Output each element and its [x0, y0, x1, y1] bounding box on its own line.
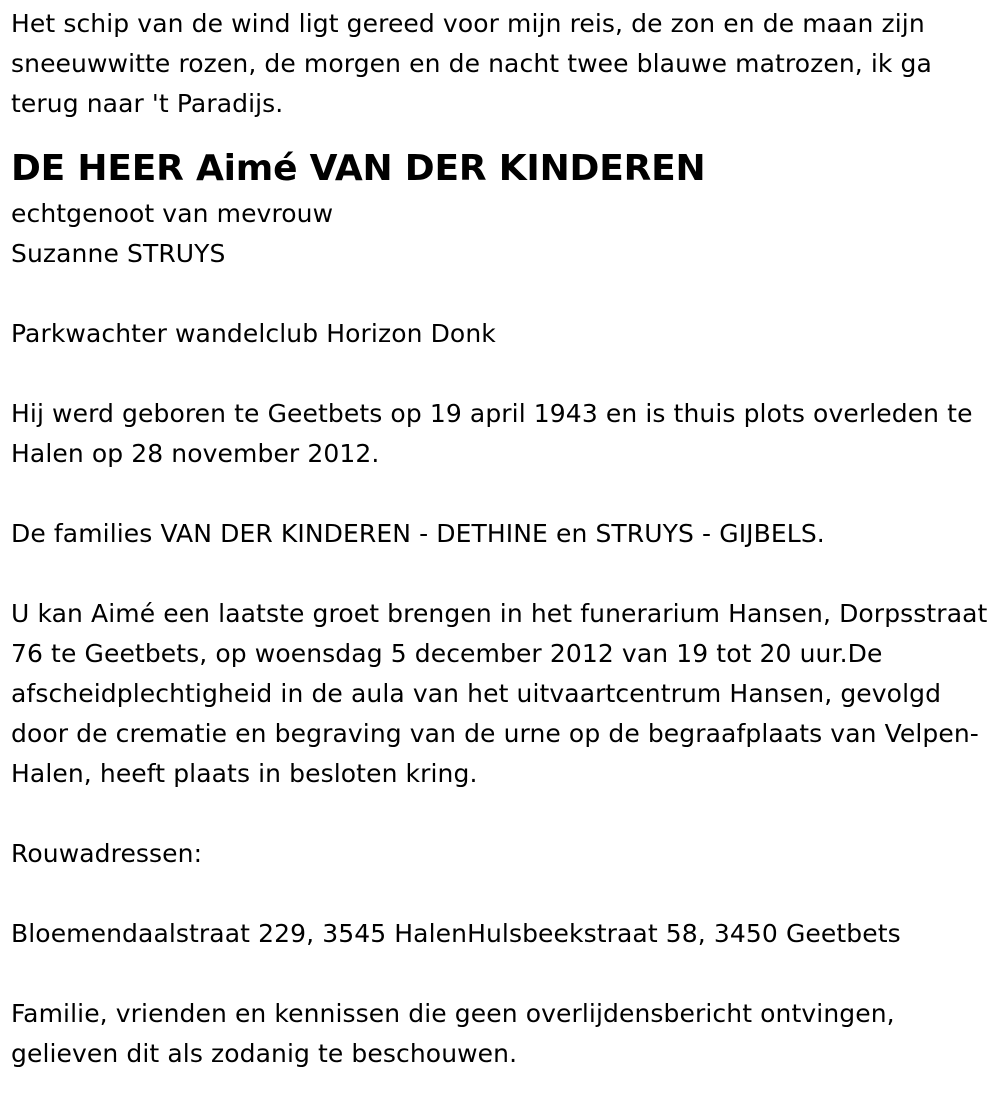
spacer	[11, 874, 990, 914]
spacer	[11, 354, 990, 394]
deceased-name-heading: DE HEER Aimé VAN DER KINDEREN	[11, 148, 706, 189]
spacer	[11, 794, 990, 834]
birth-death-text: Hij werd geboren te Geetbets op 19 april 1943 en is thuis plots overleden te Halen op 28 november 2012.	[11, 399, 973, 468]
poem-text: Het schip van de wind ligt gereed voor mijn reis, de zon en de maan zijn sneeuwwitte rozen, de morgen en de nacht twee blauwe matrozen, ik ga terug naar 't Paradijs.	[11, 9, 932, 118]
addresses-label: Rouwadressen:	[11, 839, 203, 868]
spouse-block	[11, 194, 990, 274]
spacer	[11, 554, 990, 594]
spacer	[11, 274, 990, 314]
closing-text: Familie, vrienden en kennissen die geen overlijdensbericht ontvingen, gelieven dit als zodanig te beschouwen.	[11, 999, 895, 1068]
spacer	[11, 954, 990, 994]
farewell-text: U kan Aimé een laatste groet brengen in het funerarium Hansen, Dorpsstraat 76 te Geetbets, op woensdag 5 december 2012 van 19 tot 20 uur.De afscheidplechtigheid in de aula van het uitvaartcentrum Hansen, gevolgd door de crematie en begraving van de urne op de begraafplaats van Velpen-Halen, heeft plaats in besloten kring.	[11, 599, 988, 788]
spouse-line-2: Suzanne STRUYS	[11, 239, 226, 268]
spouse-line-1: echtgenoot van mevrouw	[11, 199, 334, 228]
spacer	[11, 474, 990, 514]
addresses-text: Bloemendaalstraat 229, 3545 HalenHulsbeekstraat 58, 3450 Geetbets	[11, 919, 901, 948]
families-text: De families VAN DER KINDEREN - DETHINE en STRUYS - GIJBELS.	[11, 519, 825, 548]
role-text: Parkwachter wandelclub Horizon Donk	[11, 319, 496, 348]
